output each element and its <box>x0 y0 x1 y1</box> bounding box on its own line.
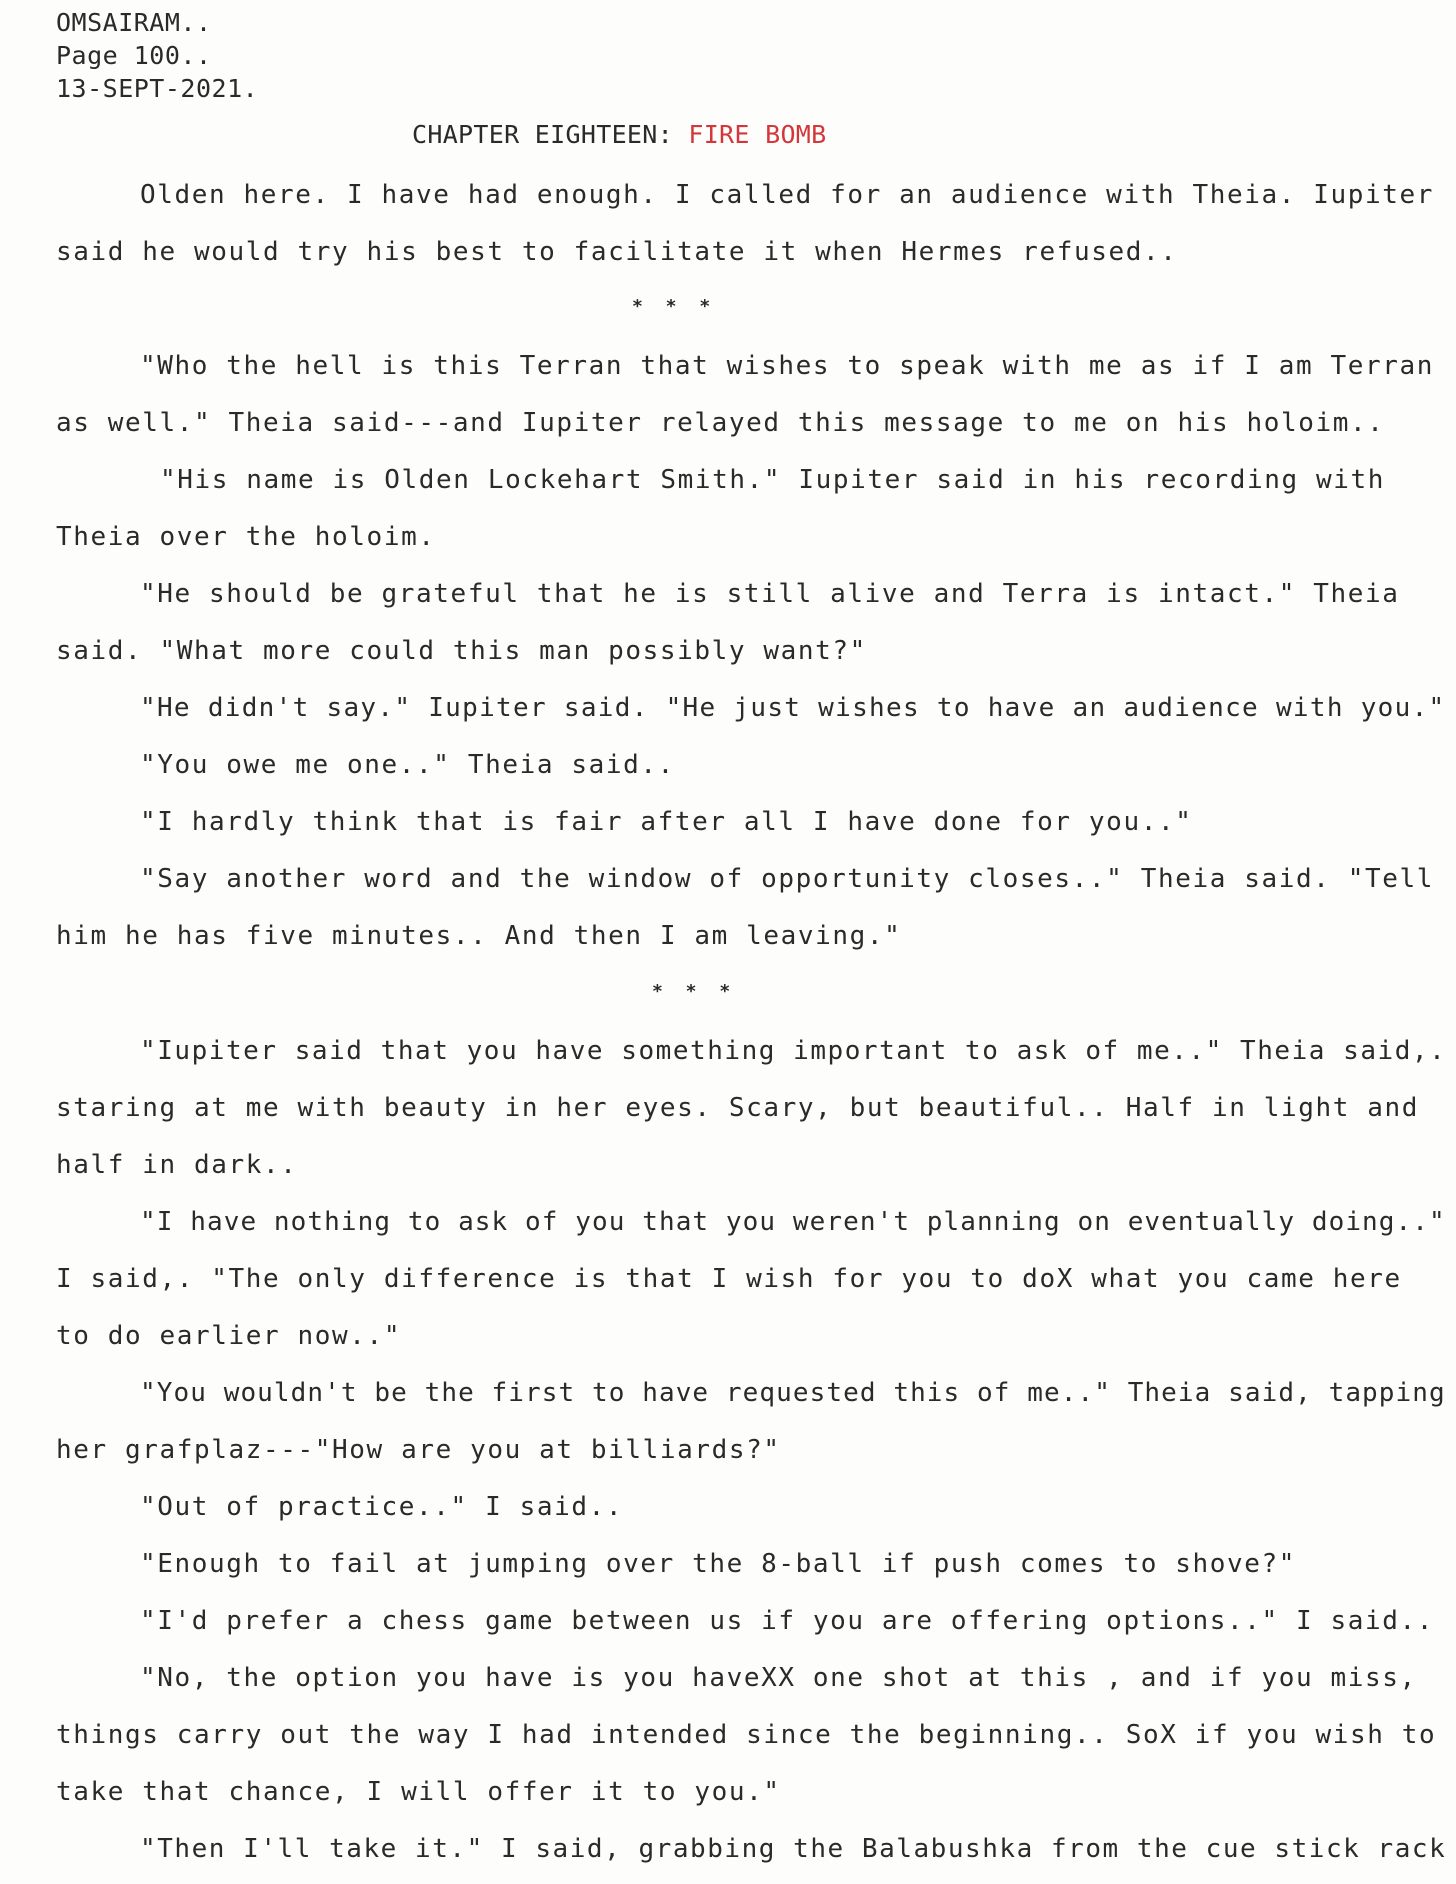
header-date: 13-SEPT-2021. <box>56 74 259 103</box>
text-line: "Who the hell is this Terran that wishes to speak with me as if I am Terran <box>140 351 1434 381</box>
text-line: things carry out the way I had intended since the beginning.. SoX if you wish to <box>56 1720 1437 1750</box>
text-line: "No, the option you have is you haveXX one shot at this , and if you miss, <box>140 1663 1417 1693</box>
text-line: said he would try his best to facilitate it when Hermes refused.. <box>56 237 1178 267</box>
text-line: Olden here. I have had enough. I called for an audience with Theia. Iupiter <box>140 180 1434 210</box>
text-line: "Iupiter said that you have something important to ask of me.." Theia said,. <box>140 1036 1447 1066</box>
text-line: "Then I'll take it." I said, grabbing the Balabushka from the cue stick rack <box>140 1834 1447 1864</box>
header-line-1: OMSAIRAM.. <box>56 8 212 37</box>
text-line: "Say another word and the window of opportunity closes.." Theia said. "Tell <box>140 864 1434 894</box>
text-line: staring at me with beauty in her eyes. Scary, but beautiful.. Half in light and <box>56 1093 1420 1123</box>
text-line: "You owe me one.." Theia said.. <box>140 750 675 780</box>
text-line: to do earlier now.." <box>56 1321 402 1351</box>
section-break: * * * <box>652 981 737 1002</box>
text-line: Theia over the holoim. <box>56 522 436 552</box>
text-line: take that chance, I will offer it to you." <box>56 1777 781 1807</box>
text-line: "I'd prefer a chess game between us if you are offering options.." I said.. <box>140 1606 1434 1636</box>
header-page-number: Page 100.. <box>56 41 212 70</box>
text-line: "He should be grateful that he is still alive and Terra is intact." Theia <box>140 579 1400 609</box>
chapter-label: CHAPTER EIGHTEEN: <box>412 120 673 149</box>
text-line: him he has five minutes.. And then I am leaving." <box>56 921 902 951</box>
page-header <box>56 6 258 105</box>
text-line: "I have nothing to ask of you that you weren't planning on eventually doing.." <box>140 1207 1446 1237</box>
section-break: * * * <box>632 296 717 317</box>
text-line: "He didn't say." Iupiter said. "He just wishes to have an audience with you." <box>140 693 1446 723</box>
text-line: half in dark.. <box>56 1150 298 1180</box>
text-line: her grafplaz---"How are you at billiards?" <box>56 1435 781 1465</box>
text-line: as well." Theia said---and Iupiter relayed this message to me on his holoim.. <box>56 408 1385 438</box>
text-line: said. "What more could this man possibly want?" <box>56 636 867 666</box>
text-line: "I hardly think that is fair after all I have done for you.." <box>140 807 1193 837</box>
text-line: I said,. "The only difference is that I wish for you to doX what you came here <box>56 1264 1402 1294</box>
text-line: "His name is Olden Lockehart Smith." Iupiter said in his recording with <box>160 465 1385 495</box>
text-line: "You wouldn't be the first to have requested this of me.." Theia said, tapping <box>140 1378 1446 1408</box>
text-line: "Enough to fail at jumping over the 8-ball if push comes to shove?" <box>140 1549 1296 1579</box>
chapter-title <box>412 120 827 149</box>
chapter-name: FIRE BOMB <box>688 120 827 149</box>
text-line: "Out of practice.." I said.. <box>140 1492 624 1522</box>
